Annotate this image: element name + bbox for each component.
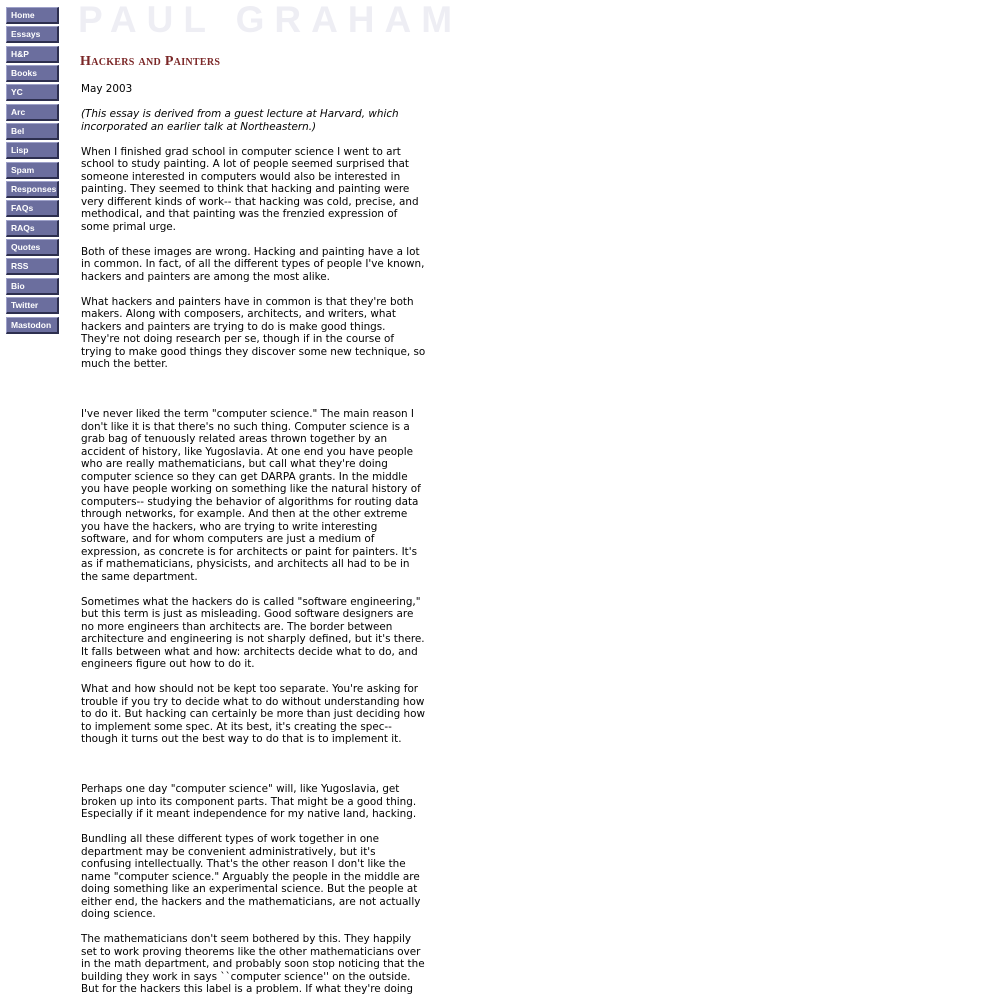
nav-spam-button[interactable]: Spam — [6, 162, 59, 179]
nav-arc-button[interactable]: Arc — [6, 104, 59, 121]
essay-paragraph: Perhaps one day "computer science" will, like Yugoslavia, get broken up into its component parts. That might be a good thing. Especially if it meant independence for my native land, hacking. — [81, 783, 417, 820]
nav-lisp-button[interactable]: Lisp — [6, 142, 59, 159]
nav-yc-button[interactable]: YC — [6, 84, 59, 101]
essay-paragraph: When I finished grad school in computer science I went to art school to study painting. A lot of people seemed surprised that someone interested in computers would also be interested in painting. They seemed to think that hacking and painting were very different kinds of work-- that hacking was cold, precise, and methodical, and that painting was the frenzied expression of some primal urge. — [81, 145, 419, 233]
essay-body — [81, 83, 426, 1000]
nav-home-button[interactable]: Home — [6, 7, 59, 24]
essay-date: May 2003 — [81, 83, 133, 95]
essay-paragraph: Sometimes what the hackers do is called "software engineering," but this term is just as misleading. Good software designers are no more engineers than architects are. The border between architecture and engineering is not sharply defined, but it's there. It falls between what and how: architects decide what to do, and engineers figure out how to do it. — [81, 595, 425, 670]
nav-essays-button[interactable]: Essays — [6, 26, 59, 43]
nav-quotes-button[interactable]: Quotes — [6, 239, 59, 256]
essay-paragraph: What hackers and painters have in common is that they're both makers. Along with composers, architects, and writers, what hackers and painters are trying to do is make good things. They're not doing research per se, though if in the course of trying to make good things they discover some new technique, so much the better. — [81, 295, 426, 370]
nav-mastodon-button[interactable]: Mastodon — [6, 317, 59, 334]
essay-paragraph: Both of these images are wrong. Hacking and painting have a lot in common. In fact, of all the different types of people I've known, hackers and painters are among the most alike. — [81, 245, 425, 283]
site-logo[interactable]: PAUL GRAHAM — [78, 0, 463, 40]
nav-faqs-button[interactable]: FAQs — [6, 200, 59, 217]
nav-bio-button[interactable]: Bio — [6, 278, 59, 295]
nav-hp-button[interactable]: H&P — [6, 46, 59, 63]
nav-raqs-button[interactable]: RAQs — [6, 220, 59, 237]
essay-paragraph: What and how should not be kept too separate. You're asking for trouble if you try to decide what to do without understanding how to do it. But hacking can certainly be more than just deciding how to implement some spec. At its best, it's creating the spec-- though it turns out the best way to do that is to implement it. — [81, 683, 425, 745]
essay-title: Hackers and Painters — [80, 54, 221, 69]
essay-paragraph: Bundling all these different types of work together in one department may be convenient administratively, but it's confusing intellectually. That's the other reason I don't like the name "computer science." Arguably the people in the middle are doing something like an experimental science. But the people at either end, the hackers and the mathematicians, are not actually doing science. — [81, 833, 421, 920]
essay-paragraph: The mathematicians don't seem bothered by this. They happily set to work proving theorems like the other mathematicians over in the math department, and probably soon stop noticing that the building they work in says ``computer science'' on the outside. But for the hackers this label is a problem. If what they're doing — [81, 933, 425, 995]
nav-books-button[interactable]: Books — [6, 65, 59, 82]
essay-note: (This essay is derived from a guest lecture at Harvard, which incorporated an earlier talk at Northeastern.) — [81, 108, 399, 133]
essay-paragraph: I've never liked the term "computer science." The main reason I don't like it is that there's no such thing. Computer science is a grab bag of tenuously related areas thrown together by an accident of history, like Yugoslavia. At one end you have people who are really mathematicians, but call what they're doing computer science so they can get DARPA grants. In the middle you have people working on something like the natural history of computers-- studying the behavior of algorithms for routing data through networks, for example. And then at the other extreme you have the hackers, who are trying to write interesting software, and for whom computers are just a medium of expression, as concrete is for architects or paint for painters. It's as if mathematicians, physicists, and architects all had to be in the same department. — [81, 408, 421, 583]
nav-twitter-button[interactable]: Twitter — [6, 297, 59, 314]
nav-rss-button[interactable]: RSS — [6, 258, 59, 275]
nav-responses-button[interactable]: Responses — [6, 181, 59, 198]
nav-bel-button[interactable]: Bel — [6, 123, 59, 140]
sidebar-nav — [6, 7, 59, 336]
